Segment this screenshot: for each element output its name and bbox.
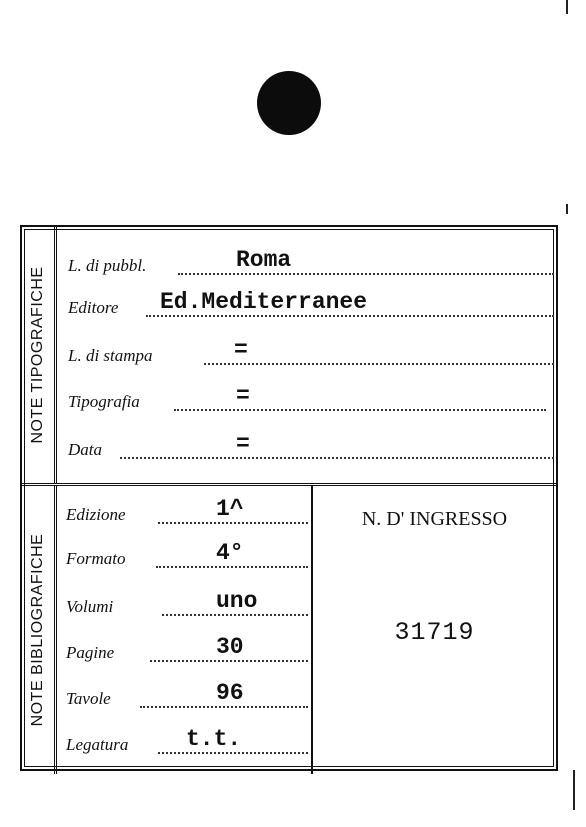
field-label: Tipografia (68, 392, 140, 411)
field-label: Pagine (66, 643, 115, 662)
field-label: Legatura (66, 735, 129, 754)
field-dotted-line (156, 566, 308, 568)
field-dotted-line (120, 457, 554, 459)
field-value: 30 (216, 634, 244, 660)
field-volumes (66, 590, 308, 620)
field-value: = (236, 431, 250, 457)
field-dotted-line (150, 660, 308, 662)
field-dotted-line (140, 706, 308, 708)
field-value: = (234, 337, 248, 363)
field-place-of-publication (68, 249, 554, 279)
bibliographic-notes-section (22, 483, 556, 774)
ingresso-label: N. D' INGRESSO (361, 508, 508, 530)
field-plates (66, 682, 308, 712)
field-place-of-printing (68, 339, 554, 369)
field-edition (66, 498, 308, 528)
field-dotted-line (162, 614, 308, 616)
field-value: uno (216, 588, 258, 614)
field-label: Data (68, 440, 102, 459)
bibliographic-notes-label: NOTE BIBLIOGRAFICHE (29, 533, 46, 727)
ingresso-number: 31719 (394, 618, 475, 647)
field-label: Volumi (66, 597, 114, 616)
field-label: Editore (68, 298, 119, 317)
field-value: 1^ (216, 496, 244, 522)
field-printer (68, 385, 546, 415)
punch-hole (257, 71, 321, 135)
field-label: L. di pubbl. (68, 256, 147, 275)
ingresso-panel (311, 486, 556, 774)
edge-mark (573, 770, 575, 810)
field-pages (66, 636, 308, 666)
field-value: Ed.Mediterranee (160, 289, 368, 315)
field-dotted-line (174, 409, 546, 411)
field-value: t.t. (186, 726, 242, 752)
bibliographic-notes-sidebar (22, 486, 57, 774)
field-binding (66, 728, 308, 758)
edge-mark (566, 204, 568, 214)
edge-mark (566, 0, 568, 14)
catalog-card (20, 225, 558, 771)
field-dotted-line (204, 363, 554, 365)
field-dotted-line (158, 752, 308, 754)
field-label: L. di stampa (68, 346, 153, 365)
field-dotted-line (178, 273, 554, 275)
typographic-notes-section (22, 227, 556, 483)
field-value: 4° (216, 540, 244, 566)
field-value: = (236, 383, 250, 409)
field-label: Tavole (66, 689, 111, 708)
typographic-notes-label: NOTE TIPOGRAFICHE (29, 266, 46, 444)
typographic-notes-sidebar (22, 227, 57, 483)
field-dotted-line (158, 522, 308, 524)
field-dotted-line (146, 315, 554, 317)
field-date (68, 433, 554, 463)
field-value: Roma (236, 247, 292, 273)
field-format (66, 542, 308, 572)
field-label: Edizione (66, 505, 126, 524)
field-publisher (68, 291, 554, 321)
field-label: Formato (66, 549, 126, 568)
field-value: 96 (216, 680, 244, 706)
